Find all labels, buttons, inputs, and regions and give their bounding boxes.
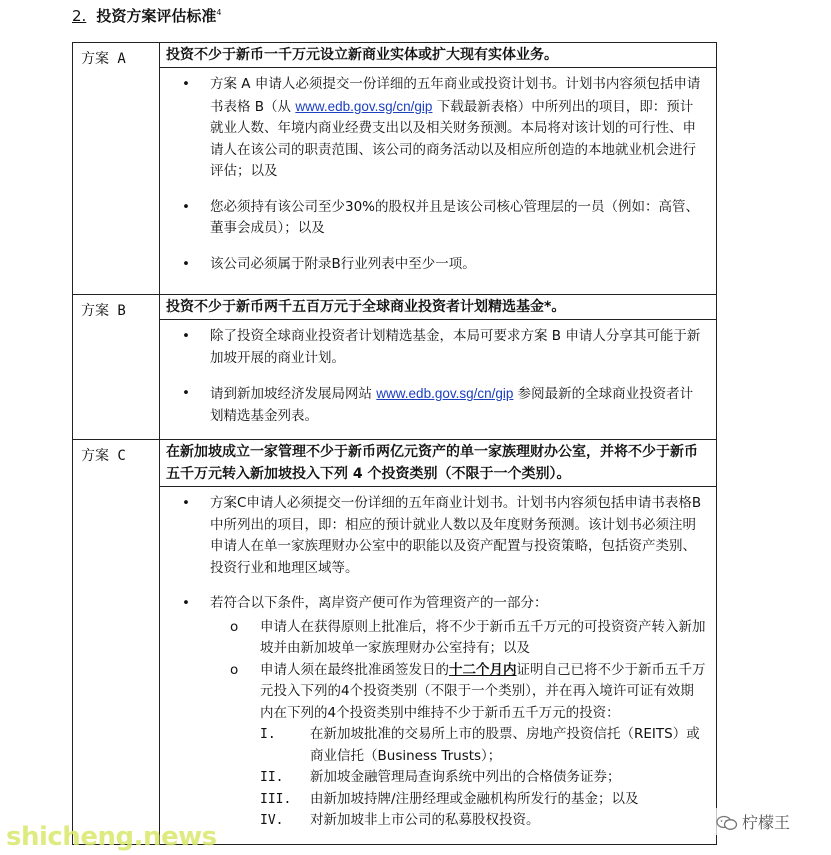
plans-table <box>72 42 717 845</box>
plan-content-c <box>160 440 717 845</box>
list-item: • 请到新加坡经济发展局网站 www.edb.gov.sg/cn/gip 参阅最新的全球商业投资者计划精选基金列表。 <box>182 385 694 424</box>
plan-c-bullets <box>160 487 716 844</box>
plan-row-a <box>73 43 717 295</box>
plan-content-b <box>160 295 717 440</box>
bullet-icon: • <box>182 595 190 611</box>
sub-list <box>210 617 706 832</box>
section-heading <box>72 5 221 26</box>
sub-list-item: o 申请人须在最终批准函签发日的十二个月内证明自己已将不少于新币五千万元投入下列的4个投资类别（不限于一个类别），并在再入境许可证有效期内在下列的4个投资类别中维持不少于新币五千万元的投资： I. 在新加坡批准的交易所上市的股票、房地产投资信托（REITS）或商业信托（Business Trusts）； II. 新加坡金融管理局查询系统中列出的合格债务证券； III. 由新加坡持牌/注册经理或金融机构所发行的基金；以及 IV. 对新加坡非上市公司的私募股权投资。 <box>260 660 706 832</box>
watermark-account-name: 柠檬王 <box>742 813 791 832</box>
bullet-icon: • <box>182 255 190 272</box>
roman-item: II. 新加坡金融管理局查询系统中列出的合格债务证券； <box>260 769 621 785</box>
bullet-icon: • <box>182 328 190 344</box>
edb-link[interactable]: www.edb.gov.sg/cn/gip <box>376 386 514 401</box>
bullet-icon: • <box>182 198 190 215</box>
plan-row-b <box>73 295 717 440</box>
plan-title-b: 投资不少于新币两千五百万元于全球商业投资者计划精选基金*。 <box>160 295 716 320</box>
circle-bullet-icon: o <box>230 661 239 678</box>
circle-bullet-icon: o <box>230 618 239 635</box>
plan-a-bullets <box>160 68 716 287</box>
emphasis-twelve-months: 十二个月内 <box>449 661 517 678</box>
plan-label-a: 方案 A <box>73 43 160 295</box>
roman-item: III. 由新加坡持牌/注册经理或金融机构所发行的基金；以及 <box>260 790 639 807</box>
list-item: • 您必须持有该公司至少30%的股权并且是该公司核心管理层的一员（例如：高管、董事会成员）；以及 <box>182 198 700 236</box>
plan-row-c <box>73 440 717 845</box>
bullet-icon: • <box>182 495 190 511</box>
plan-b-bullets <box>160 320 716 439</box>
plan-content-a <box>160 43 717 295</box>
roman-item: I. 在新加坡批准的交易所上市的股票、房地产投资信托（REITS）或商业信托（Business Trusts）； <box>260 726 700 764</box>
sub-list-item: o 申请人在获得原则上批准后，将不少于新币五千万元的可投资资产转入新加坡并由新加坡单一家族理财办公室持有；以及 <box>230 618 706 656</box>
plan-label-c: 方案 C <box>73 440 160 845</box>
edb-link[interactable]: www.edb.gov.sg/cn/gip <box>295 98 433 114</box>
list-item: • 方案C申请人必须提交一份详细的五年商业计划书。计划书内容须包括申请书表格B中所列出的项目，即：相应的预计就业人数以及年度财务预测。该计划书必须注明申请人在单一家族理财办公室中的职能以及资产配置与投资策略，包括资产类别、投资行业和地理区域等。 <box>182 495 702 576</box>
list-item: • 若符合以下条件，离岸资产便可作为管理资产的一部分： o 申请人在获得原则上批准后，将不少于新币五千万元的可投资资产转入新加坡并由新加坡单一家族理财办公室持有；以及 o 申请人须在最终批准函签发日的十二个月内证明自己已将不少于新币五千万元投入下列的4个投资类别（不限于一个类别），并在再入境许可证有效期内在下列的4个投资类别中维持不少于新币五千万元的投资： I. 在新加坡批准的交易所上市的股票、房地产投资信托（REITS）或商业信托（Business Trusts）； II. 新加坡金融管理局查询系统中列出的合格债务证券； III. 由新加坡持牌/注册经理或金融机构所发行的基金；以及 IV. 对新加坡非上市公司的私募股权投资。 <box>210 593 706 832</box>
bullet-icon: • <box>182 385 190 401</box>
plan-title-c: 在新加坡成立一家管理不少于新币两亿元资产的单一家族理财办公室，并将不少于新币五千万元转入新加坡投入下列 4 个投资类别（不限于一个类别）。 <box>160 440 716 487</box>
bullet-icon: • <box>182 76 190 92</box>
footnote-marker: 4 <box>216 8 222 17</box>
watermark-site: shicheng.news <box>6 822 217 852</box>
roman-list <box>260 724 706 832</box>
list-item: • 除了投资全球商业投资者计划精选基金，本局可要求方案 B 申请人分享其可能于新加坡开展的商业计划。 <box>182 328 701 366</box>
watermark-account <box>712 808 794 835</box>
section-number: 2. <box>72 7 87 25</box>
list-item: • 方案 A 申请人必须提交一份详细的五年商业或投资计划书。计划书内容须包括申请书表格 B（从 www.edb.gov.sg/cn/gip 下载最新表格）中所列出的项目，即：预计就业人数、年境内商业经费支出以及相关财务预测。本局将对该计划的可行性、申请人在该公司的职责范围、该公司的商务活动以及相应所创造的本地就业机会进行评估；以及 <box>182 76 701 179</box>
wechat-icon <box>716 815 738 831</box>
list-item: • 该公司必须属于附录B行业列表中至少一项。 <box>210 254 706 276</box>
plan-label-b: 方案 B <box>73 295 160 440</box>
plan-title-a: 投资不少于新币一千万元设立新商业实体或扩大现有实体业务。 <box>160 43 716 68</box>
roman-item: IV. 对新加坡非上市公司的私募股权投资。 <box>260 812 540 828</box>
section-title: 投资方案评估标准 <box>96 7 217 25</box>
